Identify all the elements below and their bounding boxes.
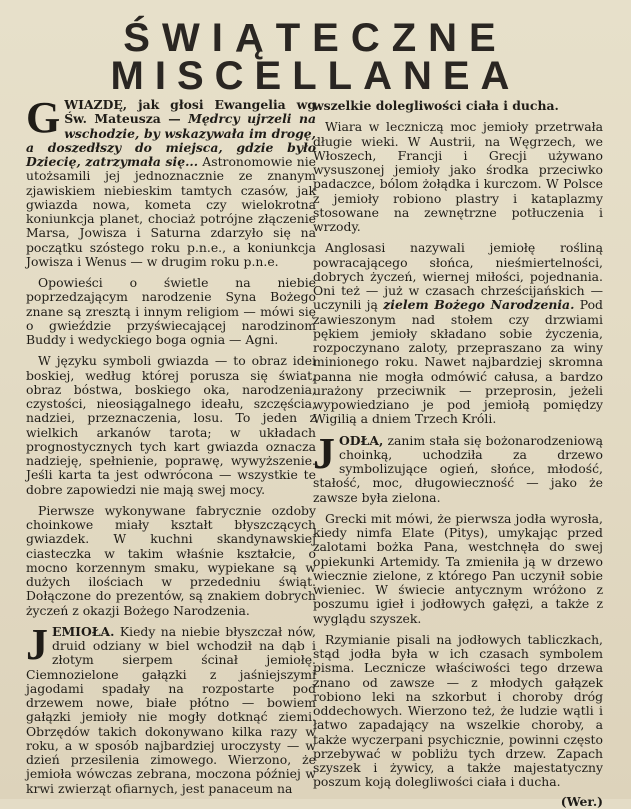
paragraph-fir-intro: JODŁA, zanim stała się bożonarodzeniową choinką, uchodziła za drzewo symbolizujące ogień, słońce, młodość, stałość, moc, długowieczność — jako że zawsze była zielona. bbox=[313, 428, 603, 505]
paragraph-star-symbolism: W języku symboli gwiazda — to obraz idei boskiej, według której porusza się świat, obraz bóstwa, boskiego oka, narodzenia, czystości, nieosiągalnego ideału, szczęścia, nadziei, przeznaczenia, losu. To jeden z wielkich arkanów tarota; w układach prognostycznych tych kart gwiazda oznacza nadzieję, spełnienie, poprawę, wywyższenie. Jeśli karta ta jest odwrócona — wszystkie te dobre zapowiedzi nie mają swej mocy. bbox=[26, 353, 316, 497]
paragraph-mistletoe-medicine: Wiara w leczniczą moc jemioły przetrwała długie wieki. W Austrii, na Węgrzech, we Włoszech, Francji i Grecji używano wysuszonej jemioły jako środka przeciwko padaczce, bólom żołądka i kurczom. W Polsce z jemioły robiono plastry i kataplazmy stosowane na zewnętrzne potłuczenia i wrzody. bbox=[313, 119, 603, 234]
paragraph-star-intro: GWIAZDĘ, jak głosi Ewangelia wg Św. Mateusza — Mędrcy ujrzeli na wschodzie, by wskazywała im drogę, a doszedłszy do miejsca, gdzie było Dziecię, zatrzymała się... Astronomowie nie utożsamili jej jednoznacznie ze znanym zjawiskiem niebieskim tamtych czasów, jak gwiazda nowa, kometa czy wielokrotna koniunkcja planet, chociaż potrójne złączenie Marsa, Jowisza i Saturna zdarzyło się na początku szóstego roku p.n.e., a koniunkcja Jowisza i Wenus — w drugim roku p.n.e. bbox=[26, 93, 316, 269]
headline-line-2: MISCELLANEA bbox=[110, 54, 521, 98]
gospel-quote: Mędrcy ujrzeli na wschodzie, by wskazywała im drogę, a doszedłszy do miejsca, gdzie było Dziecię, zatrzymała się... bbox=[26, 111, 316, 169]
paragraph-fir-myth: Grecki mit mówi, że pierwsza jodła wyrosła, kiedy nimfa Elate (Pitys), umykając przed zalotami bożka Pana, westchnęła do swej opiekunki Artemidy. Ta zmieniła ją w drzewo wiecznie zielone, z którego Pan uczynił sobie wieniec. W świecie antycznym wróżono z poszumu igieł i jodłowych gałęzi, a także z wyglądu szyszek. bbox=[313, 510, 603, 626]
paragraph-mistletoe-anglosaxons: Anglosasi nazywali jemiołę rośliną powracającego słońca, nieśmiertelności, dobrych życzeń, wiernej miłości, pojednania. Oni też — już w czasach chrześcijańskich — uczynili ją zielem Bożego Narodzenia. Pod zawieszonym nad stołem czy drzwiami pękiem jemioły składano sobie życzenia, rozpoczynano zaloty, przepraszano za winy minionego roku. Nawet najbardziej skromna panna nie mogła odmówić całusa, a bardzo urażony przeciwnik — przeprosin, jeżeli wypowiedziano je pod jemiołą pomiędzy Wigilią a dniem Trzech Króli. bbox=[313, 240, 603, 427]
paragraph-star-ornaments: Pierwsze wykonywane fabrycznie ozdoby choinkowe miały kształt błyszczących gwiazdek. W kuchni skandynawskiej ciasteczka w takim właśnie kształcie, o mocno korzennym smaku, wypiekane są w dużych ilościach w przededniu świąt. Dołączone do prezentów, są znakiem dobrych życzeń z okazji Bożego Narodzenia. bbox=[26, 502, 316, 618]
drop-cap-j: J bbox=[26, 619, 48, 669]
headline-line-1: ŚWIĄTECZNE bbox=[123, 16, 508, 60]
drop-cap-g: G bbox=[26, 93, 61, 142]
paragraph-mistletoe-druids: JEMIOŁA. Kiedy na niebie błyszczał nów, druid odziany w biel wchodził na dąb i złotym sierpem ścinał jemiołę. Ciemnozielone gałązki z jaśniejszymi jagodami spadały na rozpostarte pod drzewem nowe, białe płótno — bowiem gałązki jemioły nie mogły dotknąć ziemi. Obrzędów takich dokonywano kilka razy w roku, a w sposób najbardziej uroczysty — w dzień przesilenia zimowego. Wierzono, że jemioła wówczas zebrana, moczona później w krwi zwierząt ofiarnych, jest panaceum na bbox=[26, 619, 316, 796]
left-column bbox=[26, 93, 316, 803]
right-column bbox=[313, 99, 603, 809]
paragraph-continuation: wszelkie dolegliwości ciała i ducha. bbox=[313, 98, 559, 113]
author-signature: (Wer.) bbox=[560, 793, 603, 809]
paragraph-star-legends: Opowieści o świetle na niebie poprzedzającym narodzenie Syna Bożego znane są zresztą i innym religiom — mówi się o gwieździe przyświecającej narodzinom Buddy i wedyckiego boga ognia — Agni. bbox=[26, 275, 316, 347]
drop-cap-j-fir: J bbox=[313, 428, 335, 478]
paragraph-fir-romans: Rzymianie pisali na jodłowych tabliczkach, stąd jodła była w ich czasach symbolem pisma. Lecznicze właściwości tego drzewa znano od zawsze — z młodych gałązek robiono leki na szkorbut i choroby dróg oddechowych. Wierzono też, że ludzie wątli i łatwo zapadający na wszelkie choroby, a także wyczerpani psychicznie, powinni często przebywać w pobliżu tych drzew. Zapach szyszek i żywicy, a także majestatyczny poszum koją dolegliwości ciała i ducha. bbox=[313, 631, 603, 790]
